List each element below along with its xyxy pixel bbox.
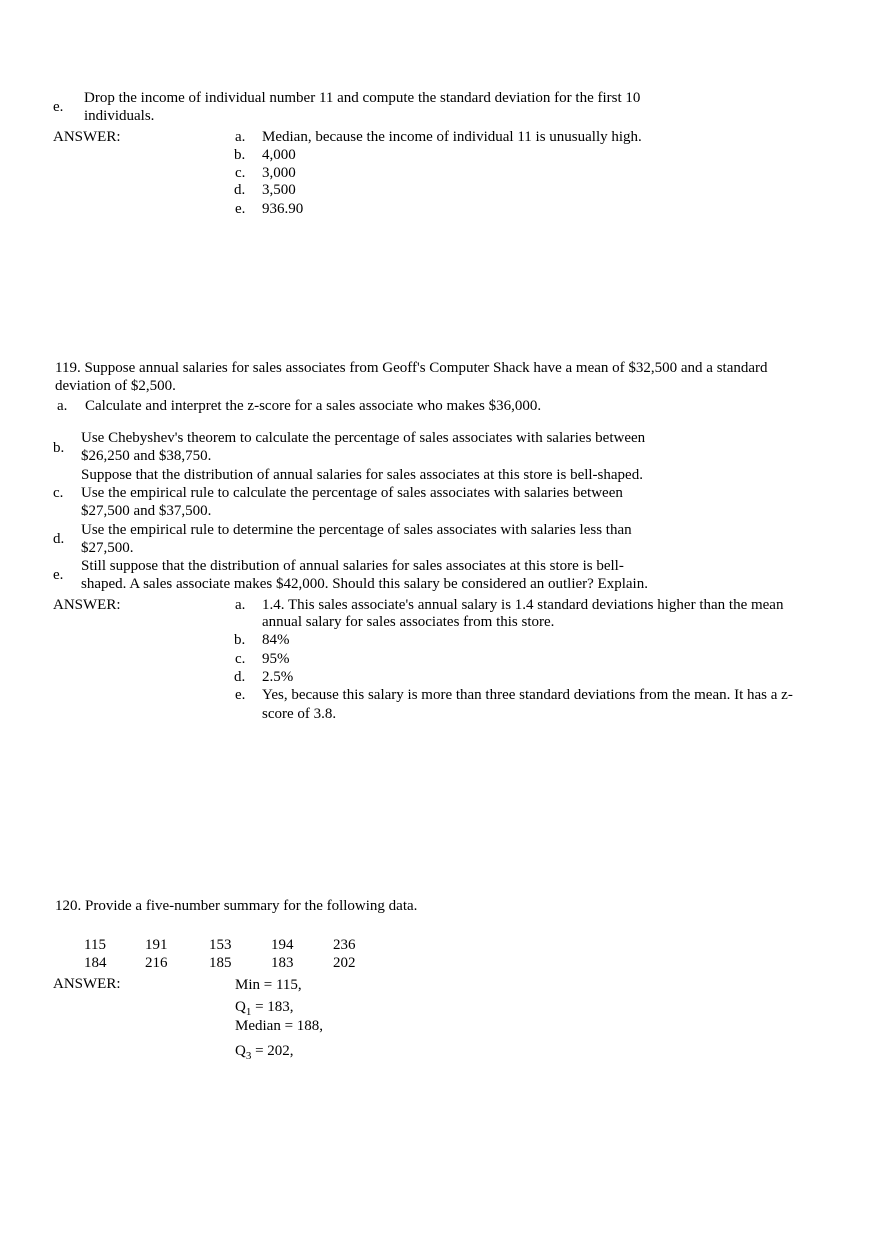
q119-stem-line1: 119. Suppose annual salaries for sales associates from Geoff's Computer Shack have a mean of $32,500 and a standard [55,360,768,376]
q118-answer-c-text: 3,000 [262,165,296,181]
q119-answer-e-line1: Yes, because this salary is more than three standard deviations from the mean. It has a z- [262,687,793,703]
q118-part-e-letter: e. [53,99,64,115]
q118-answer-label: ANSWER: [53,129,121,145]
q119-answer-b-letter: b. [234,632,246,648]
q119-answer-a-line2: annual salary for sales associates from this store. [262,614,555,630]
q120-data-cell: 184 [84,955,107,971]
q120-data-cell: 202 [333,955,356,971]
q119-part-a-letter: a. [57,398,68,414]
q119-bell-note: Suppose that the distribution of annual salaries for sales associates at this store is bell-shaped. [81,467,643,483]
q119-part-c-line2: $27,500 and $37,500. [81,503,212,519]
q118-answer-d-letter: d. [234,182,246,198]
q119-answer-e-letter: e. [235,687,246,703]
q120-data-cell: 194 [271,937,294,953]
q120-data-cell: 236 [333,937,356,953]
q119-answer-a-letter: a. [235,597,246,613]
q118-answer-b-text: 4,000 [262,147,296,163]
q119-part-d-line2: $27,500. [81,540,134,556]
q119-answer-c-text: 95% [262,651,290,667]
q119-answer-e-line2: score of 3.8. [262,706,337,722]
q118-part-e-line1: Drop the income of individual number 11 and compute the standard deviation for the first 10 [84,90,641,106]
q119-part-d-line1: Use the empirical rule to determine the percentage of sales associates with salaries less than [81,522,632,538]
q119-answer-a-line1: 1.4. This sales associate's annual salary is 1.4 standard deviations higher than the mean [262,597,784,613]
q119-answer-b-text: 84% [262,632,290,648]
q118-part-e-line2: individuals. [84,108,155,124]
q119-part-b-line2: $26,250 and $38,750. [81,448,212,464]
q120-data-cell: 216 [145,955,168,971]
q120-q3-rest: = 202, [251,1043,294,1059]
q118-answer-e-text: 936.90 [262,201,304,217]
q118-answer-b-letter: b. [234,147,246,163]
q118-answer-a-letter: a. [235,129,246,145]
q120-q1-rest: = 183, [251,999,294,1015]
q119-part-b-letter: b. [53,440,65,456]
q118-answer-a-text: Median, because the income of individual 11 is unusually high. [262,129,642,145]
q118-answer-e-letter: e. [235,201,246,217]
q119-stem-line2: deviation of $2,500. [55,378,176,394]
q119-part-a-text: Calculate and interpret the z-score for a sales associate who makes $36,000. [85,398,542,414]
q118-answer-d-text: 3,500 [262,182,296,198]
q119-part-c-line1: Use the empirical rule to calculate the percentage of sales associates with salaries between [81,485,623,501]
q119-part-e-letter: e. [53,567,64,583]
q119-part-e-line1: Still suppose that the distribution of annual salaries for sales associates at this store is bell- [81,558,624,574]
q120-stem: 120. Provide a five-number summary for the following data. [55,898,418,914]
q119-answer-d-text: 2.5% [262,669,294,685]
q120-q1-sub: 1 [245,1006,252,1018]
q120-data-cell: 191 [145,937,168,953]
q119-part-d-letter: d. [53,531,65,547]
q120-data-cell: 185 [209,955,232,971]
q120-data-cell: 115 [84,937,106,953]
q118-answer-c-letter: c. [235,165,246,181]
q119-answer-label: ANSWER: [53,597,121,613]
q120-q3-sub: 3 [245,1050,252,1062]
q119-part-c-letter: c. [53,485,64,501]
q120-answer-min: Min = 115, [235,977,302,993]
q120-answer-q3 [235,1042,294,1065]
q120-answer-median: Median = 188, [235,1018,324,1034]
q119-part-b-line1: Use Chebyshev's theorem to calculate the percentage of sales associates with salaries between [81,430,646,446]
q120-q1-letter: Q [235,999,246,1015]
q120-data-cell: 183 [271,955,294,971]
q120-answer-label: ANSWER: [53,976,121,992]
q119-part-e-line2: shaped. A sales associate makes $42,000. Should this salary be considered an outlier? Explain. [81,576,648,592]
q119-answer-c-letter: c. [235,651,246,667]
q120-data-cell: 153 [209,937,232,953]
q119-answer-d-letter: d. [234,669,246,685]
q120-q3-letter: Q [235,1043,246,1059]
